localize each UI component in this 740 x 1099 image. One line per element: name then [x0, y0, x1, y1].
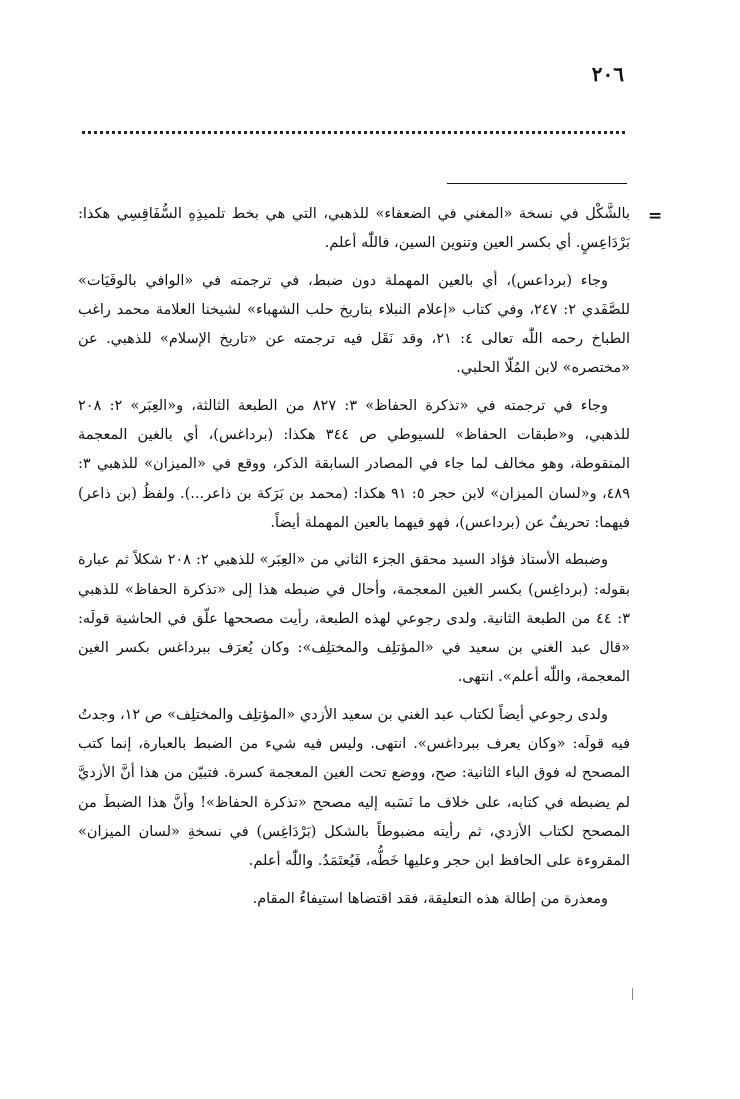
footnote-continuation-mark: = — [648, 206, 663, 226]
footnote-separator — [447, 183, 627, 184]
footnote-body — [78, 200, 630, 922]
paragraph-5: ولدى رجوعي أيضاً لكتاب عبد الغني بن سعيد الأزدي «المؤتلِف والمختلِف» ص ١٢، وجدتُ فيه قولَه: «وكان يعرف ببرداغس». انتهى. وليس فيه شيء من الضبط بالعبارة، إنما كتب المصحح له فوق الباء الثانية: صح، ووضع تحت الغين المعجمة كسرة. فتبيّن من هذا أنَّ الأزديَّ لم يضبطه في كتابه، على خلاف ما نَسَبه إليه مصحح «تذكرة الحفاظ»! وأنَّ هذا الضبطَ من المصحح لكتاب الأزدي، ثم رأيته مضبوطاً بالشكل (بَرْدَاغِس) في نسخةِ «لسان الميزان» المقروءة على الحافظ ابن حجر وعليها خَطُّه، فَيُعتَمَدُ. واللّٰه أعلم. — [78, 706, 630, 870]
paragraph-6: ومعذرة من إطالة هذه التعليقة، فقد اقتضاها استيفاءُ المقام. — [252, 890, 608, 907]
paragraph-2: وجاء (برداعس)، أي بالعين المهملة دون ضبط، في ترجمته في «الوافي بالوفَيَات» للصَّفَدي ٢: ٢٤٧، وفي كتاب «إعلام النبلاء بتاريخ حلب الشهباء» لشيخنا العلامة محمد راغب الطباخ رحمه اللّٰه تعالى ٤: ٢١، وقد نَقَل فيه ترجمته عن «تاريخ الإسلام» للذهبي. عن «مختصره» لابن المُلّا الحلبي. — [78, 272, 631, 377]
paragraph-4: وضبطه الأستاذ فؤاد السيد محقق الجزء الثاني من «العِبَر» للذهبي ٢: ٢٠٨ شكلاً ثم عبارة بقوله: (برداغِس) بكسر الغين المعجمة، وأحال في ضبطه هذا إلى «تذكرة الحفاظ» للذهبي ٣: ٤٤ من الطبعة الثانية. ولدى رجوعي لهذه الطبعة، رأيت مصححها علّق في الحاشية قولَه: «قال عبد الغني بن سعيد في «المؤتلِف والمختلِف»: وكان يُعرَف ببرداغس بكسر الغين المعجمة، واللّٰه أعلم». انتهى. — [78, 552, 630, 686]
paragraph-3: وجاء في ترجمته في «تذكرة الحفاظ» ٣: ٨٢٧ من الطبعة الثالثة، و«العِبَر» ٢: ٢٠٨ للذهبي، و«طبقات الحفاظ» للسيوطي ص ٣٤٤ هكذا: (برداغس)، أي بالغين المعجمة المنقوطة، وهو مخالف لما جاء في المصادر السابقة الذكر، ووقع في «الميزان» للذهبي ٣: ٤٨٩، و«لسان الميزان» لابن حجر ٥: ٩١ هكذا: (محمد بن بَرَكة بن ذاعر...). ولفظُ (بن ذاعر) فيهما: تحريفٌ عن (برداعس)، فهو فيهما بالعين المهملة أيضاً. — [78, 397, 630, 531]
margin-tick — [632, 988, 633, 1000]
page-number: ٢٠٦ — [591, 62, 624, 86]
dotted-separator — [82, 131, 625, 134]
paragraph-1: بالشَّكْل في نسخة «المغني في الضعفاء» للذهبي، التي هي بخط تلميذِهِ السُّفَاقِسِي هكذا: بَرْدَاعِسٍ. أي بكسر العين وتنوين السين، فاللّٰه أعلم. — [78, 206, 630, 252]
